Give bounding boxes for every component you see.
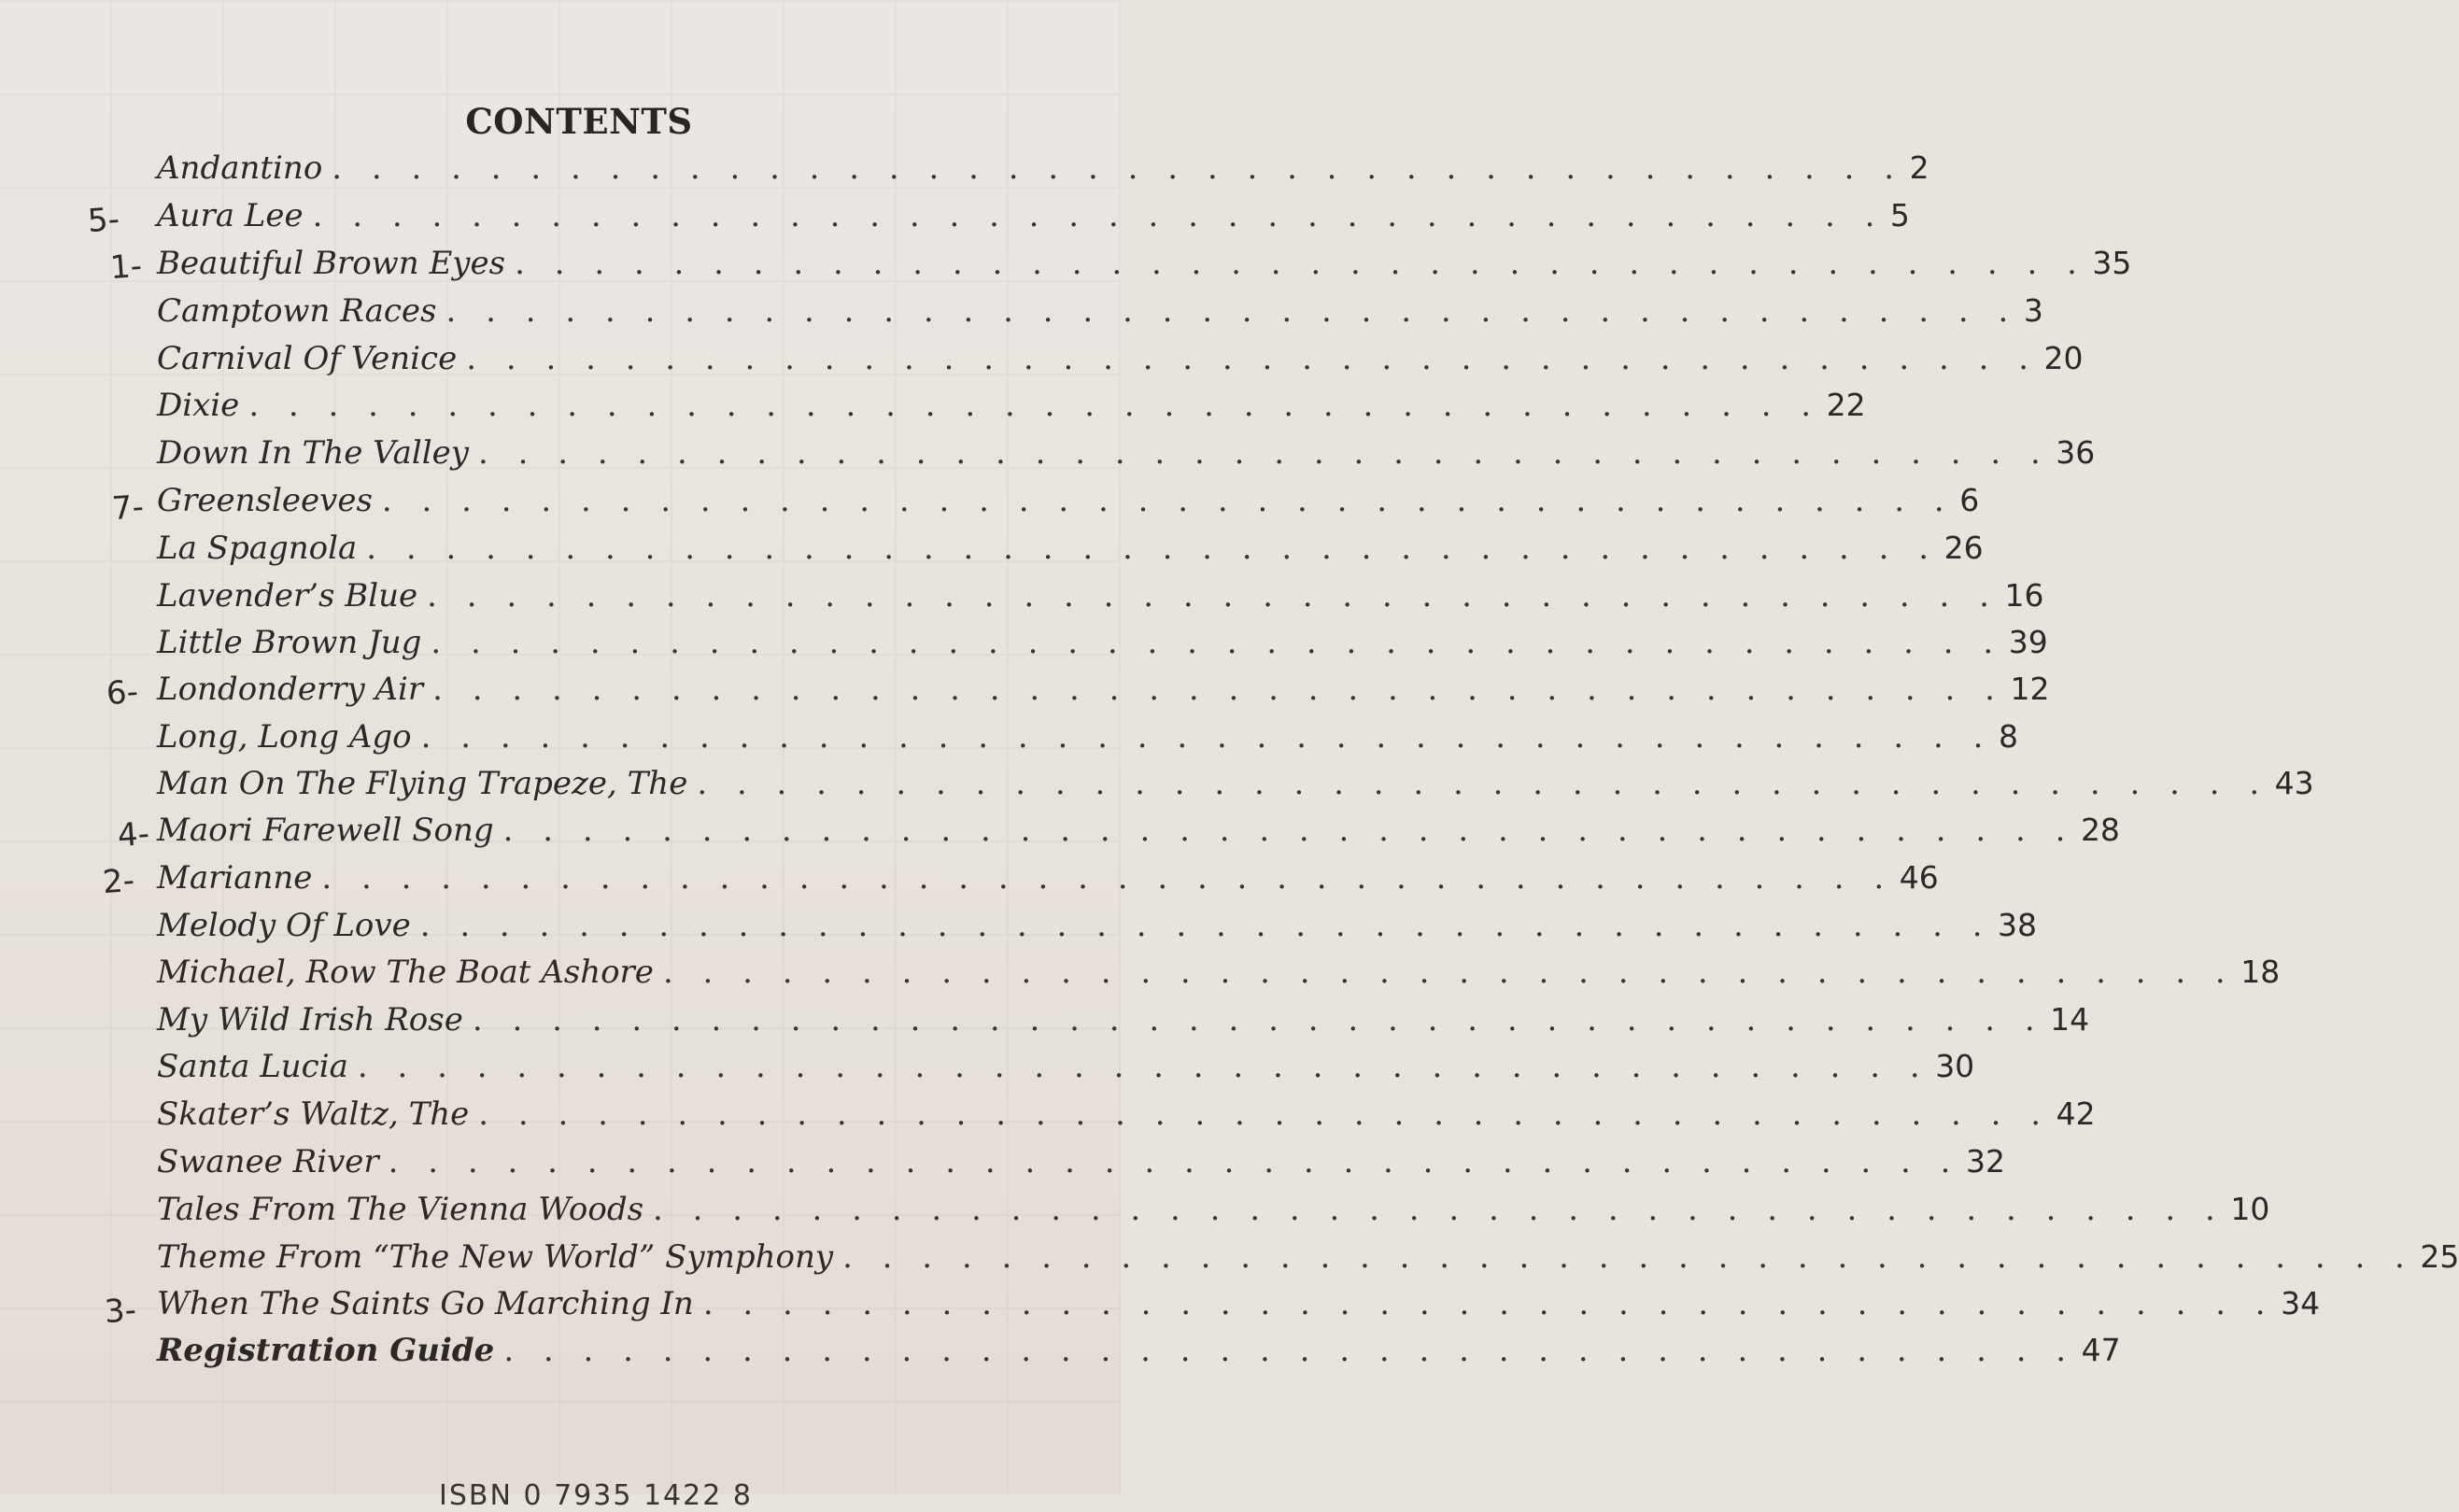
- handwritten-mark: 2-: [101, 861, 136, 902]
- leader-dots: . . . . . . . . . . . . . . . . . . . . . . . . . . . . . . . . . . . . . . . .: [702, 1285, 2276, 1322]
- leader-dots: . . . . . . . . . . . . . . . . . . . . . . . . . . . . . . . . . . . . . . . .: [432, 671, 2005, 708]
- toc-entry-title: Registration Guide: [157, 1332, 495, 1369]
- toc-entry-page: 47: [2081, 1332, 2121, 1368]
- leader-dots: . . . . . . . . . . . . . . . . . . . . . . . . . . . . . . . . . . . . . . . .: [445, 292, 2018, 330]
- toc-entry-title: La Spagnola: [157, 530, 358, 567]
- leader-dots: . . . . . . . . . . . . . . . . . . . . . . . . . . . . . . . . . . . . . . . .: [357, 1048, 1930, 1085]
- toc-entry-title: Carnival Of Venice: [157, 340, 458, 377]
- leader-dots: . . . . . . . . . . . . . . . . . . . . . . . . . . . . . . . . . . . . . . . .: [388, 1143, 1960, 1180]
- toc-entry-title: Tales From The Vienna Woods: [157, 1191, 644, 1228]
- toc-entry-page: 38: [1998, 907, 2038, 943]
- leader-dots: . . . . . . . . . . . . . . . . . . . . . . . . . . . . . . . . . . . . . . . .: [662, 954, 2236, 991]
- isbn-text: ISBN 0 7935 1422 8: [439, 1479, 753, 1512]
- leader-dots: . . . . . . . . . . . . . . . . . . . . . . . . . . . . . . . . . . . . . . . .: [478, 1095, 2051, 1133]
- toc-entry-title: My Wild Irish Rose: [157, 1001, 463, 1039]
- leader-dots: . . . . . . . . . . . . . . . . . . . . . . . . . . . . . . . . . . . . . . . .: [842, 1238, 2415, 1276]
- toc-entry-andantino[interactable]: [157, 149, 1929, 194]
- toc-entry-new-world-symphony[interactable]: [157, 1238, 2459, 1283]
- toc-entry-camptown-races[interactable]: [157, 292, 2043, 337]
- leader-dots: . . . . . . . . . . . . . . . . . . . . . . . . . . . . . . . . . . . . . . . .: [515, 245, 2087, 282]
- toc-entry-title: Aura Lee: [157, 197, 304, 234]
- toc-entry-registration-guide[interactable]: [157, 1332, 2121, 1377]
- toc-entry-title: Dixie: [157, 387, 240, 424]
- toc-entry-title: Down In The Valley: [157, 434, 469, 472]
- toc-entry-title: Little Brown Jug: [157, 624, 422, 661]
- toc-entry-page: 3: [2023, 292, 2043, 329]
- leader-dots: . . . . . . . . . . . . . . . . . . . . . . . . . . . . . . . . . . . . . . . .: [366, 530, 1939, 567]
- leader-dots: . . . . . . . . . . . . . . . . . . . . . . . . . . . . . . . . . . . . . . . .: [332, 149, 1904, 187]
- toc-entry-title: Long, Long Ago: [157, 718, 412, 756]
- toc-entry-page: 43: [2274, 765, 2314, 801]
- toc-entry-page: 32: [1965, 1143, 2005, 1180]
- toc-entry-page: 42: [2056, 1095, 2096, 1132]
- toc-entry-page: 12: [2010, 671, 2050, 707]
- toc-entry-title: When The Saints Go Marching In: [157, 1285, 694, 1322]
- toc-entry-greensleeves[interactable]: [157, 482, 1980, 527]
- toc-entry-melody-of-love[interactable]: [157, 907, 2038, 952]
- toc-entry-page: 39: [2008, 624, 2048, 660]
- toc-entry-skaters-waltz[interactable]: [157, 1095, 2096, 1140]
- toc-entry-dixie[interactable]: [157, 387, 1866, 431]
- leader-dots: . . . . . . . . . . . . . . . . . . . . . . . . . . . . . . . . . . . . . . . .: [312, 197, 1885, 234]
- toc-entry-when-the-saints[interactable]: [157, 1285, 2321, 1330]
- toc-entry-title: Maori Farewell Song: [157, 812, 494, 849]
- leader-dots: . . . . . . . . . . . . . . . . . . . . . . . . . . . . . . . . . . . . . . . .: [248, 387, 1821, 424]
- handwritten-mark: 7-: [110, 488, 146, 529]
- toc-entry-down-in-the-valley[interactable]: [157, 434, 2096, 479]
- toc-entry-carnival-of-venice[interactable]: [157, 340, 2084, 385]
- leader-dots: . . . . . . . . . . . . . . . . . . . . . . . . . . . . . . . . . . . . . . . .: [472, 1001, 2045, 1039]
- toc-entry-title: Man On The Flying Trapeze, The: [157, 765, 688, 802]
- toc-entry-page: 20: [2043, 340, 2084, 376]
- leader-dots: . . . . . . . . . . . . . . . . . . . . . . . . . . . . . . . . . . . . . . . .: [321, 859, 1894, 897]
- toc-entry-marianne[interactable]: [157, 859, 1939, 904]
- leader-dots: . . . . . . . . . . . . . . . . . . . . . . . . . . . . . . . . . . . . . . . .: [502, 812, 2075, 849]
- toc-entry-page: 18: [2240, 954, 2281, 990]
- toc-entry-maori-farewell-song[interactable]: [157, 812, 2120, 856]
- toc-entry-la-spagnola[interactable]: [157, 530, 1984, 574]
- toc-entry-title: Greensleeves: [157, 482, 373, 519]
- toc-entry-title: Andantino: [157, 149, 323, 187]
- handwritten-mark: 4-: [116, 814, 151, 855]
- toc-entry-page: 35: [2092, 245, 2132, 281]
- toc-entry-swanee-river[interactable]: [157, 1143, 2005, 1188]
- leader-dots: . . . . . . . . . . . . . . . . . . . . . . . . . . . . . . . . . . . . . . . .: [427, 577, 2000, 615]
- toc-entry-lavenders-blue[interactable]: [157, 577, 2044, 622]
- toc-entry-page: 10: [2230, 1191, 2270, 1227]
- toc-entry-santa-lucia[interactable]: [157, 1048, 1975, 1093]
- toc-entry-page: 14: [2050, 1001, 2090, 1038]
- handwritten-mark: 3-: [103, 1291, 138, 1332]
- toc-entry-page: 34: [2281, 1285, 2321, 1321]
- toc-entry-page: 5: [1889, 197, 1910, 233]
- leader-dots: . . . . . . . . . . . . . . . . . . . . . . . . . . . . . . . . . . . . . . . .: [420, 718, 1993, 756]
- toc-entry-my-wild-irish-rose[interactable]: [157, 1001, 2090, 1046]
- toc-entry-long-long-ago[interactable]: [157, 718, 2018, 763]
- toc-entry-page: 26: [1943, 530, 1984, 566]
- contents-title: CONTENTS: [465, 101, 693, 142]
- toc-entry-beautiful-brown-eyes[interactable]: [157, 245, 2132, 290]
- toc-entry-title: Theme From “The New World” Symphony: [157, 1238, 834, 1276]
- toc-entry-title: Lavender’s Blue: [157, 577, 418, 615]
- toc-entry-londonderry-air[interactable]: [157, 671, 2050, 715]
- toc-entry-title: Marianne: [157, 859, 313, 897]
- leader-dots: . . . . . . . . . . . . . . . . . . . . . . . . . . . . . . . . . . . . . . . .: [431, 624, 2003, 661]
- toc-entry-page: 36: [2056, 434, 2096, 471]
- leader-dots: . . . . . . . . . . . . . . . . . . . . . . . . . . . . . . . . . . . . . . . .: [477, 434, 2051, 472]
- handwritten-mark: 6-: [105, 672, 140, 714]
- toc-entry-title: Melody Of Love: [157, 907, 411, 944]
- toc-entry-title: Michael, Row The Boat Ashore: [157, 954, 654, 991]
- toc-entry-page: 22: [1826, 387, 1866, 423]
- leader-dots: . . . . . . . . . . . . . . . . . . . . . . . . . . . . . . . . . . . . . . . .: [697, 765, 2269, 802]
- toc-entry-page: 30: [1935, 1048, 1975, 1084]
- toc-entry-page: 2: [1909, 149, 1929, 186]
- toc-entry-title: Swanee River: [157, 1143, 379, 1180]
- toc-entry-title: Londonderry Air: [157, 671, 424, 708]
- leader-dots: . . . . . . . . . . . . . . . . . . . . . . . . . . . . . . . . . . . . . . . .: [503, 1332, 2076, 1369]
- leader-dots: . . . . . . . . . . . . . . . . . . . . . . . . . . . . . . . . . . . . . . . .: [381, 482, 1955, 519]
- toc-entry-title: Skater’s Waltz, The: [157, 1095, 470, 1133]
- toc-entry-page: 28: [2080, 812, 2120, 848]
- toc-entry-title: Beautiful Brown Eyes: [157, 245, 506, 282]
- leader-dots: . . . . . . . . . . . . . . . . . . . . . . . . . . . . . . . . . . . . . . . .: [466, 340, 2039, 377]
- toc-entry-page: 6: [1959, 482, 1980, 518]
- leader-dots: . . . . . . . . . . . . . . . . . . . . . . . . . . . . . . . . . . . . . . . .: [653, 1191, 2226, 1228]
- handwritten-mark: 5-: [86, 200, 121, 241]
- toc-entry-michael-row-the-boat-ashore[interactable]: [157, 954, 2281, 998]
- toc-entry-page: 46: [1899, 859, 1939, 896]
- toc-entry-man-on-the-flying-trapeze[interactable]: [157, 765, 2314, 810]
- toc-entry-aura-lee[interactable]: [157, 197, 1910, 242]
- toc-entry-little-brown-jug[interactable]: [157, 624, 2048, 669]
- toc-entry-tales-from-the-vienna-woods[interactable]: [157, 1191, 2270, 1236]
- toc-entry-page: 16: [2004, 577, 2044, 614]
- leader-dots: . . . . . . . . . . . . . . . . . . . . . . . . . . . . . . . . . . . . . . . .: [419, 907, 1993, 944]
- toc-entry-title: Santa Lucia: [157, 1048, 348, 1085]
- toc-entry-title: Camptown Races: [157, 292, 437, 330]
- toc-entry-page: 25: [2420, 1238, 2459, 1275]
- toc-entry-page: 8: [1998, 718, 2018, 755]
- handwritten-mark: 1-: [108, 247, 144, 288]
